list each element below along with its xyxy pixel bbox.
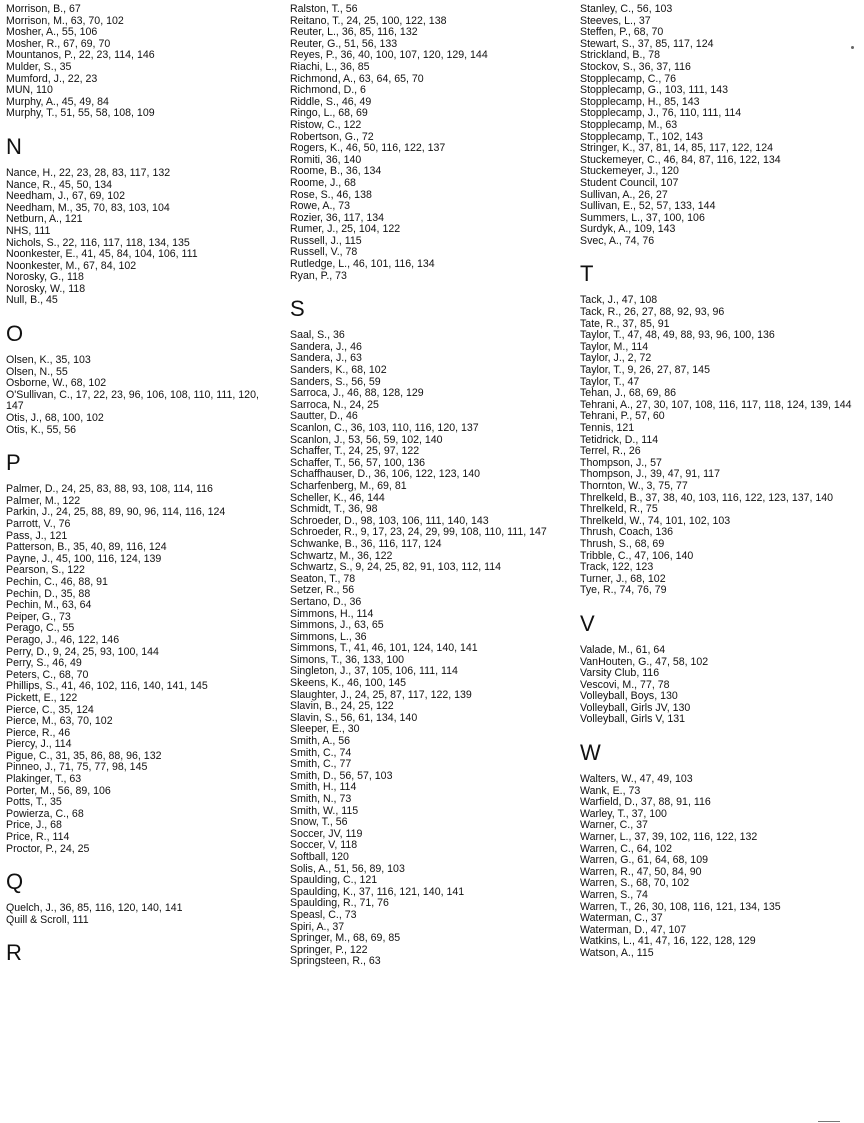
index-entry: Warren, S., 74: [580, 889, 648, 901]
index-entry: Pechin, M., 63, 64: [6, 599, 92, 612]
index-entry: Warren, C., 64, 102: [580, 842, 673, 855]
index-entry: Warren, G., 61, 64, 68, 109: [580, 854, 708, 867]
index-entry: Piercy, J., 114: [6, 738, 72, 751]
index-entry: Sleeper, E., 30: [290, 723, 360, 736]
index-entry: Smith, C., 77: [290, 758, 352, 771]
index-entry: Springer, M., 68, 69, 85: [290, 932, 401, 945]
index-entry: Reuter, G., 51, 56, 133: [290, 37, 398, 50]
index-entry: Price, J., 68: [6, 819, 62, 832]
index-entry: Ringo, L., 68, 69: [290, 107, 368, 120]
index-entry: Null, B., 45: [6, 294, 58, 307]
index-entry: Smith, W., 115: [290, 804, 359, 817]
index-entry: Tate, R., 37, 85, 91: [580, 317, 670, 330]
index-entry: Proctor, P., 24, 25: [6, 842, 90, 855]
index-entry: Singleton, J., 37, 105, 106, 111, 114: [290, 665, 458, 678]
index-entry: Spiri, A., 37: [290, 920, 345, 933]
section-letter-q: Q: [6, 869, 24, 895]
index-entry: Warner, C., 37: [580, 819, 648, 832]
index-entry: Needham, J., 67, 69, 102: [6, 190, 125, 203]
index-entry: Morrison, B., 67: [6, 3, 81, 15]
index-entry: Smith, D., 56, 57, 103: [290, 769, 393, 782]
index-entry: Russell, J., 115: [290, 234, 362, 247]
index-entry: Murphy, T., 51, 55, 58, 108, 109: [6, 107, 155, 120]
index-entry: Threlkeld, B., 37, 38, 40, 103, 116, 122, 123, 137, 140: [580, 491, 834, 504]
index-entry: Smith, C., 74: [290, 746, 352, 759]
index-entry: Riachi, L., 36, 85: [290, 60, 370, 73]
index-entry: Parrott, V., 76: [6, 518, 71, 530]
index-entry: Waterman, C., 37: [580, 912, 663, 925]
index-entry: Sullivan, E., 52, 57, 133, 144: [580, 200, 716, 213]
index-entry: Mumford, J., 22, 23: [6, 72, 98, 85]
index-entry: Sullivan, A., 26, 27: [580, 188, 668, 201]
section-letter-p: P: [6, 450, 21, 476]
index-entry: Warfield, D., 37, 88, 91, 116: [580, 796, 711, 809]
index-entry: Porter, M., 56, 89, 106: [6, 784, 111, 797]
index-entry: Robertson, G., 72: [290, 130, 374, 143]
index-entry: Sanders, K., 68, 102: [290, 364, 387, 377]
index-entry: Payne, J., 45, 100, 116, 124, 139: [6, 552, 162, 565]
index-entry: Springsteen, R., 63: [290, 955, 381, 968]
index-entry: Stewart, S., 37, 85, 117, 124: [580, 37, 714, 50]
index-entry: Steeves, L., 37: [580, 14, 651, 27]
index-column-2: [290, 4, 562, 968]
index-entry: Stopplecamp, J., 76, 110, 111, 114: [580, 107, 742, 120]
index-entry: Thornton, W., 3, 75, 77: [580, 479, 688, 492]
index-entry: Sertano, D., 36: [290, 595, 362, 608]
index-entry: Steffen, P., 68, 70: [580, 26, 664, 39]
index-entry: Smith, N., 73: [290, 793, 352, 805]
index-entry: Thrush, S., 68, 69: [580, 537, 665, 550]
index-entry: Waterman, D., 47, 107: [580, 923, 687, 936]
index-entry: Murphy, A., 45, 49, 84: [6, 95, 109, 108]
index-entry: Pechin, C., 46, 88, 91: [6, 575, 108, 588]
index-entry: Mulder, S., 35: [6, 60, 72, 73]
index-entry: Peiper, G., 73: [6, 610, 71, 623]
index-entry: Rogers, K., 46, 50, 116, 122, 137: [290, 142, 446, 155]
index-entry: Pierce, C., 35, 124: [6, 703, 94, 716]
index-entry: Reitano, T., 24, 25, 100, 122, 138: [290, 14, 447, 27]
index-entry: Tehan, J., 68, 69, 86: [580, 387, 676, 400]
index-entry: Phillips, S., 41, 46, 102, 116, 140, 141, 145: [6, 680, 208, 693]
index-entry: Volleyball, Boys, 130: [580, 690, 678, 703]
index-entry: Stuckemeyer, J., 120: [580, 165, 679, 178]
index-entry: Schaffer, T., 24, 25, 97, 122: [290, 445, 420, 458]
section-letter-o: O: [6, 321, 24, 347]
index-entry: Richmond, A., 63, 64, 65, 70: [290, 72, 424, 85]
index-entry: Rutledge, L., 46, 101, 116, 134: [290, 258, 435, 271]
index-entry: Rumer, J., 25, 104, 122: [290, 223, 401, 236]
index-entry: Thompson, J., 57: [580, 456, 662, 469]
index-entry: Tye, R., 74, 76, 79: [580, 584, 667, 597]
index-entry: Rowe, A., 73: [290, 200, 351, 213]
index-entry: Summers, L., 37, 100, 106: [580, 211, 705, 224]
index-entry: Simons, T., 36, 133, 100: [290, 653, 405, 666]
index-entry: Noonkester, E., 41, 45, 84, 104, 106, 111: [6, 248, 198, 261]
index-entry: Watkins, L., 41, 47, 16, 122, 128, 129: [580, 935, 756, 948]
index-entry: Schwartz, M., 36, 122: [290, 549, 393, 562]
index-entry: Powierza, C., 68: [6, 807, 84, 820]
index-entry: MUN, 110: [6, 84, 53, 97]
index-entry: Pierce, R., 46: [6, 726, 71, 739]
index-entry: Perago, C., 55: [6, 622, 75, 635]
index-entry: Reyes, P., 36, 40, 100, 107, 120, 129, 144: [290, 49, 488, 62]
index-entry: Ryan, P., 73: [290, 269, 347, 282]
index-entry: Romiti, 36, 140: [290, 153, 362, 166]
index-entry: Warley, T., 37, 100: [580, 807, 667, 820]
index-entry: Quelch, J., 36, 85, 116, 120, 140, 141: [6, 902, 183, 915]
section-letter-s: S: [290, 296, 305, 322]
index-entry: Saal, S., 36: [290, 329, 345, 342]
index-entry: Valade, M., 61, 64: [580, 643, 666, 656]
index-entry: Thompson, J., 39, 47, 91, 117: [580, 468, 720, 481]
index-entry: Spaulding, C., 121: [290, 874, 378, 887]
index-entry: Simmons, J., 63, 65: [290, 619, 384, 632]
index-entry: Smith, A., 56: [290, 735, 351, 748]
index-entry: Price, R., 114: [6, 831, 70, 844]
index-entry: Osborne, W., 68, 102: [6, 377, 107, 390]
index-entry: Springer, P., 122: [290, 943, 368, 956]
index-entry: Simmons, L., 36: [290, 630, 367, 643]
index-entry: Spaulding, K., 37, 116, 121, 140, 141: [290, 885, 465, 898]
index-entry: Peters, C., 68, 70: [6, 668, 89, 681]
index-entry: Reuter, L., 36, 85, 116, 132: [290, 26, 418, 39]
index-entry: Noonkester, M., 67, 84, 102: [6, 259, 137, 272]
index-entry: Taylor, M., 114: [580, 340, 649, 353]
index-column-1: [6, 4, 268, 974]
index-entry: Stockov, S., 36, 37, 116: [580, 60, 691, 73]
index-entry: Scharfenberg, M., 69, 81: [290, 479, 407, 492]
index-entry: Schmidt, T., 36, 98: [290, 503, 378, 516]
index-entry: Norosky, G., 118: [6, 271, 84, 284]
index-entry: Palmer, D., 24, 25, 83, 88, 93, 108, 114, 116: [6, 483, 213, 496]
index-entry: Richmond, D., 6: [290, 84, 366, 97]
index-entry: Roome, J., 68: [290, 176, 356, 189]
index-entry: Pickett, E., 122: [6, 691, 78, 704]
index-entry: Parkin, J., 24, 25, 88, 89, 90, 96, 114, 116, 124: [6, 506, 226, 519]
index-entry: Slaughter, J., 24, 25, 87, 117, 122, 139: [290, 688, 472, 701]
index-entry: Smith, H., 114: [290, 781, 357, 794]
index-entry: Stopplecamp, M., 63: [580, 118, 678, 131]
index-entry: Perry, D., 9, 24, 25, 93, 100, 144: [6, 645, 159, 658]
index-entry: Stringer, K., 37, 81, 14, 85, 117, 122, 124: [580, 142, 773, 155]
index-entry: Netburn, A., 121: [6, 213, 83, 226]
index-entry: Morrison, M., 63, 70, 102: [6, 14, 124, 27]
index-entry: Nance, H., 22, 23, 28, 83, 117, 132: [6, 166, 171, 179]
index-entry: Stopplecamp, C., 76: [580, 72, 676, 85]
index-entry: Nichols, S., 22, 116, 117, 118, 134, 135: [6, 236, 190, 249]
index-entry: Slavin, B., 24, 25, 122: [290, 700, 394, 713]
index-entry: Roome, B., 36, 134: [290, 165, 382, 178]
index-entry: Mosher, R., 67, 69, 70: [6, 37, 111, 50]
index-entry: Slavin, S., 56, 61, 134, 140: [290, 711, 418, 724]
index-entry: Stopplecamp, H., 85, 143: [580, 95, 700, 108]
index-entry: Turner, J., 68, 102: [580, 572, 666, 585]
section-letter-t: T: [580, 261, 594, 287]
index-entry: VanHouten, G., 47, 58, 102: [580, 655, 709, 668]
index-entry: Watson, A., 115: [580, 946, 654, 959]
index-entry: Spaulding, R., 71, 76: [290, 897, 389, 910]
index-entry: Pass, J., 121: [6, 529, 68, 542]
index-entry: Ristow, C., 122: [290, 118, 362, 131]
index-entry: Tennis, 121: [580, 422, 635, 434]
index-entry: Schaffer, T., 56, 57, 100, 136: [290, 456, 426, 469]
index-entry: Solis, A., 51, 56, 89, 103: [290, 862, 405, 875]
index-entry: Ralston, T., 56: [290, 3, 358, 15]
index-entry: Warren, R., 47, 50, 84, 90: [580, 865, 702, 878]
index-entry: Taylor, T., 47: [580, 375, 640, 388]
index-entry: Riddle, S., 46, 49: [290, 95, 372, 108]
index-entry: Mountanos, P., 22, 23, 114, 146: [6, 49, 155, 62]
index-entry: Thrush, Coach, 136: [580, 526, 674, 539]
index-entry: Perry, S., 46, 49: [6, 657, 82, 670]
index-entry: Perago, J., 46, 122, 146: [6, 633, 120, 646]
index-entry: Patterson, B., 35, 40, 89, 116, 124: [6, 541, 167, 554]
section-letter-w: W: [580, 740, 601, 766]
index-entry: Svec, A., 74, 76: [580, 234, 655, 247]
index-entry: Sandera, J., 63: [290, 352, 362, 365]
index-entry: O'Sullivan, C., 17, 22, 23, 96, 106, 108, 110, 111, 120, 147: [6, 388, 259, 413]
index-entry: Norosky, W., 118: [6, 282, 86, 295]
section-letter-r: R: [6, 940, 22, 966]
index-entry: Pearson, S., 122: [6, 564, 85, 577]
index-entry: Strickland, B., 78: [580, 49, 661, 62]
index-entry: Snow, T., 56: [290, 816, 348, 829]
index-entry: Palmer, M., 122: [6, 494, 81, 507]
index-entry: Softball, 120: [290, 850, 349, 863]
index-entry: Simmons, H., 114: [290, 607, 374, 620]
index-entry: Russell, V., 78: [290, 246, 358, 259]
index-entry: Warren, S., 68, 70, 102: [580, 877, 690, 890]
index-entry: Taylor, T., 9, 26, 27, 87, 145: [580, 364, 710, 377]
section-letter-v: V: [580, 610, 595, 636]
index-entry: Mosher, A., 55, 106: [6, 26, 98, 39]
scan-speck: [851, 46, 854, 49]
index-column-3: [580, 4, 858, 960]
index-entry: Volleyball, Girls V, 131: [580, 713, 686, 726]
index-entry: Pierce, M., 63, 70, 102: [6, 715, 113, 728]
index-entry: Volleyball, Girls JV, 130: [580, 701, 691, 714]
index-entry: Tack, J., 47, 108: [580, 294, 658, 307]
index-entry: Skeens, K., 46, 100, 145: [290, 677, 407, 690]
index-entry: Stopplecamp, T., 102, 143: [580, 130, 703, 143]
index-entry: Terrel, R., 26: [580, 445, 641, 458]
index-entry: Rozier, 36, 117, 134: [290, 211, 385, 224]
index-entry: Sandera, J., 46: [290, 340, 362, 353]
index-entry: Walters, W., 47, 49, 103: [580, 773, 693, 786]
index-entry: Stanley, C., 56, 103: [580, 3, 673, 15]
index-entry: Tetidrick, D., 114: [580, 433, 659, 446]
index-entry: Quill & Scroll, 111: [6, 913, 89, 926]
index-entry: Tribble, C., 47, 106, 140: [580, 549, 694, 562]
index-entry: Sanders, S., 56, 59: [290, 375, 381, 388]
index-entry: Stopplecamp, G., 103, 111, 143: [580, 84, 729, 97]
index-entry: Otis, J., 68, 100, 102: [6, 412, 104, 425]
index-entry: Scanlon, C., 36, 103, 110, 116, 120, 137: [290, 422, 479, 434]
index-entry: Schwartz, S., 9, 24, 25, 82, 91, 103, 112, 114: [290, 561, 502, 574]
section-letter-n: N: [6, 133, 22, 159]
index-entry: Pigue, C., 31, 35, 86, 88, 96, 132: [6, 749, 162, 762]
index-entry: Schroeder, D., 98, 103, 106, 111, 140, 143: [290, 514, 489, 527]
index-entry: Sautter, D., 46: [290, 410, 358, 423]
index-entry: Pinneo, J., 71, 75, 77, 98, 145: [6, 761, 148, 774]
index-entry: Scanlon, J., 53, 56, 59, 102, 140: [290, 433, 443, 446]
index-entry: Otis, K., 55, 56: [6, 423, 77, 436]
index-entry: Warner, L., 37, 39, 102, 116, 122, 132: [580, 831, 758, 844]
index-entry: Taylor, J., 2, 72: [580, 352, 652, 365]
index-entry: Surdyk, A., 109, 143: [580, 223, 676, 236]
index-entry: Threlkeld, R., 75: [580, 503, 658, 516]
index-entry: Schaffhauser, D., 36, 106, 122, 123, 140: [290, 468, 481, 481]
index-entry: Schwanke, B., 36, 116, 117, 124: [290, 537, 442, 550]
index-entry: Setzer, R., 56: [290, 584, 355, 597]
index-entry: Varsity Club, 116: [580, 667, 660, 680]
index-entry: Soccer, V, 118: [290, 839, 358, 852]
index-entry: Schroeder, R., 9, 17, 23, 24, 29, 99, 108, 110, 111, 147: [290, 526, 547, 539]
index-entry: Stuckemeyer, C., 46, 84, 87, 116, 122, 134: [580, 153, 781, 166]
index-entry: Student Council, 107: [580, 176, 679, 189]
index-entry: Wank, E., 73: [580, 784, 641, 797]
index-entry: Tack, R., 26, 27, 88, 92, 93, 96: [580, 306, 725, 319]
index-entry: Soccer, JV, 119: [290, 827, 363, 840]
index-entry: Pechin, D., 35, 88: [6, 587, 91, 600]
index-entry: Needham, M., 35, 70, 83, 103, 104: [6, 201, 170, 214]
index-entry: Speasl, C., 73: [290, 908, 357, 921]
index-entry: Rose, S., 46, 138: [290, 188, 372, 201]
index-entry: Threlkeld, W., 74, 101, 102, 103: [580, 514, 731, 527]
index-entry: Taylor, T., 47, 48, 49, 88, 93, 96, 100, 136: [580, 329, 775, 342]
page-edge-mark: [818, 1121, 840, 1122]
index-entry: Warren, T., 26, 30, 108, 116, 121, 134, 135: [580, 900, 781, 913]
index-entry: Simmons, T., 41, 46, 101, 124, 140, 141: [290, 642, 478, 655]
index-entry: Seaton, T., 78: [290, 572, 356, 585]
index-entry: Tehrani, P., 57, 60: [580, 410, 665, 423]
index-entry: Track, 122, 123: [580, 561, 654, 574]
index-entry: Tehrani, A., 27, 30, 107, 108, 116, 117, 118, 124, 139, 144: [580, 398, 852, 411]
index-entry: Potts, T., 35: [6, 796, 62, 809]
index-entry: Vescovi, M., 77, 78: [580, 678, 670, 691]
index-entry: Scheller, K., 46, 144: [290, 491, 385, 504]
index-entry: Sarroca, J., 46, 88, 128, 129: [290, 387, 424, 400]
index-entry: NHS, 111: [6, 224, 51, 237]
index-entry: Olsen, N., 55: [6, 365, 68, 378]
index-entry: Plakinger, T., 63: [6, 773, 82, 786]
index-entry: Nance, R., 45, 50, 134: [6, 178, 113, 191]
index-entry: Sarroca, N., 24, 25: [290, 398, 379, 411]
index-entry: Olsen, K., 35, 103: [6, 354, 91, 367]
